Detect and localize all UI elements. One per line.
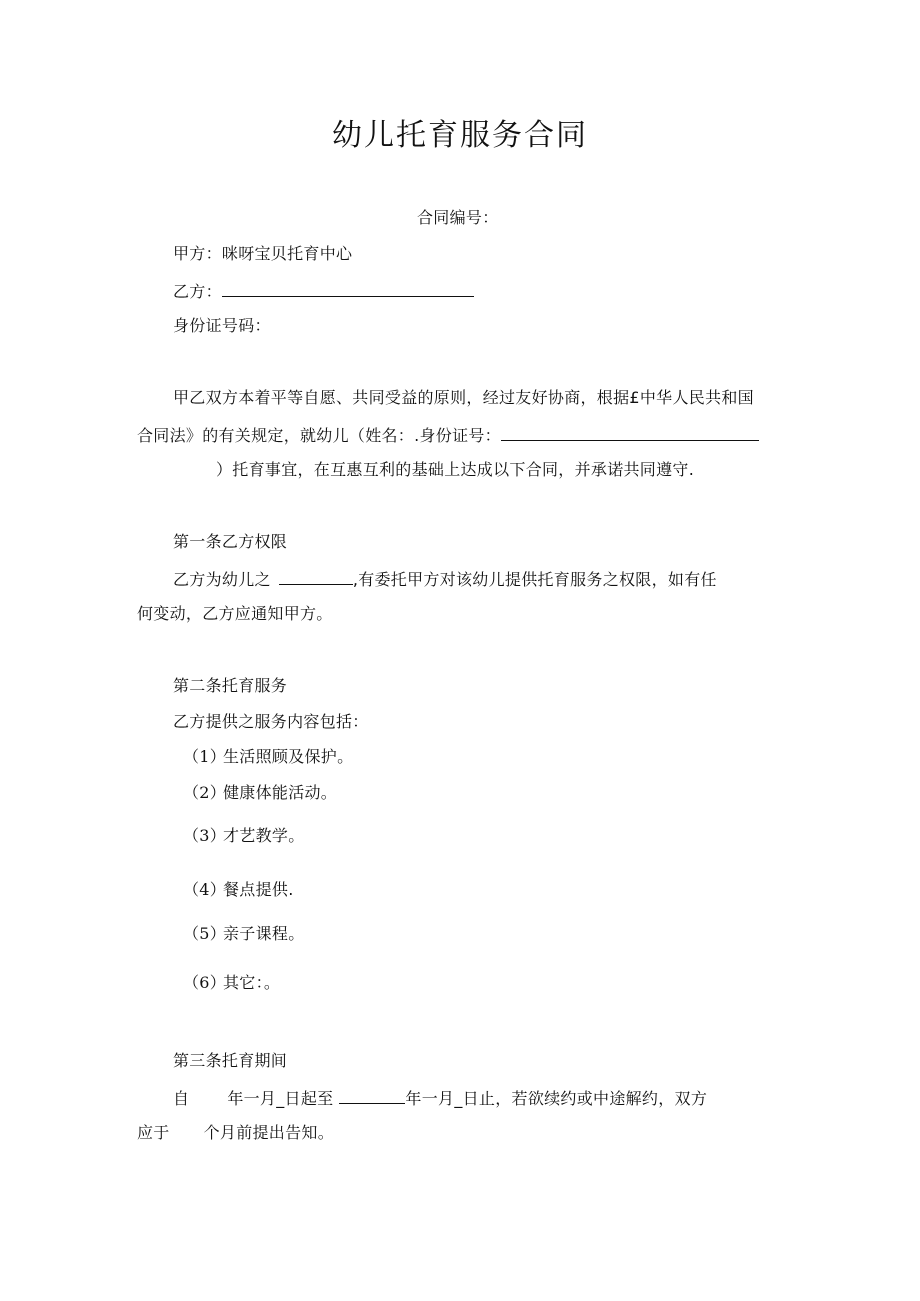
intro-line-3: ）托育事宜，在互惠互利的基础上达成以下合同，并承诺共同遵守. <box>216 460 695 479</box>
relationship-blank <box>279 568 353 585</box>
article-1-line-1-b: ,有委托甲方对该幼儿提供托育服务之权限，如有任 <box>352 570 717 589</box>
service-item-text: 生活照顾及保护。 <box>223 747 354 766</box>
article-1-line-1-a: 乙方为幼儿之 <box>173 570 271 589</box>
article-3-line-2-a: 应于 <box>137 1123 170 1142</box>
intro-line-2-text: 合同法》的有关规定，就幼儿（姓名：.身份证号： <box>137 426 501 445</box>
article-3-line-1-c: 年一月_日止，若欲续约或中途解约，双方 <box>405 1089 708 1108</box>
article-3-line-2 <box>137 1123 334 1143</box>
article-3-line-2-b: 个月前提出告知。 <box>203 1123 335 1142</box>
service-item-number: （5） <box>183 924 227 943</box>
article-1-heading: 第一条乙方权限 <box>173 532 288 551</box>
article-2-heading: 第二条托育服务 <box>173 676 288 695</box>
service-item-1 <box>183 747 353 767</box>
intro-line-1: 甲乙双方本着平等自愿、共同受益的原则，经过友好协商，根据£中华人民共和国 <box>173 388 754 407</box>
contract-title: 幼儿托育服务合同 <box>332 118 588 153</box>
article-3-line-1-a: 自 <box>173 1089 190 1108</box>
service-item-number: （2） <box>183 783 227 802</box>
service-item-4 <box>183 880 294 900</box>
service-item-number: （1） <box>183 747 227 766</box>
service-item-number: （4） <box>183 880 227 899</box>
service-item-2 <box>183 783 337 803</box>
article-2-intro: 乙方提供之服务内容包括： <box>173 712 369 731</box>
party-b-blank <box>222 280 474 297</box>
contract-number-label: 合同编号： <box>417 208 499 227</box>
article-3-line-1-b: 年一月_日起至 <box>227 1089 334 1108</box>
article-1-line-2: 何变动，乙方应通知甲方。 <box>137 604 333 623</box>
service-item-text: 其它：。 <box>223 973 281 992</box>
party-b-line <box>173 280 474 302</box>
service-item-number: （3） <box>183 826 227 845</box>
article-3-line-1 <box>173 1087 707 1109</box>
service-item-number: （6） <box>183 973 227 992</box>
end-year-blank <box>339 1087 405 1104</box>
service-item-text: 才艺教学。 <box>223 826 305 845</box>
service-item-text: 亲子课程。 <box>223 924 305 943</box>
service-item-3 <box>183 826 305 846</box>
article-1-line-1 <box>173 568 717 590</box>
party-b-label: 乙方： <box>173 282 222 301</box>
child-id-blank <box>501 424 759 441</box>
service-item-text: 健康体能活动。 <box>223 783 338 802</box>
party-a-line: 甲方：咪呀宝贝托育中心 <box>173 244 353 263</box>
service-item-5 <box>183 924 305 944</box>
article-3-heading: 第三条托育期间 <box>173 1051 288 1070</box>
id-number-label: 身份证号码： <box>173 316 271 335</box>
intro-line-2 <box>137 424 759 446</box>
service-item-6 <box>183 973 280 993</box>
service-item-text: 餐点提供. <box>223 880 294 899</box>
